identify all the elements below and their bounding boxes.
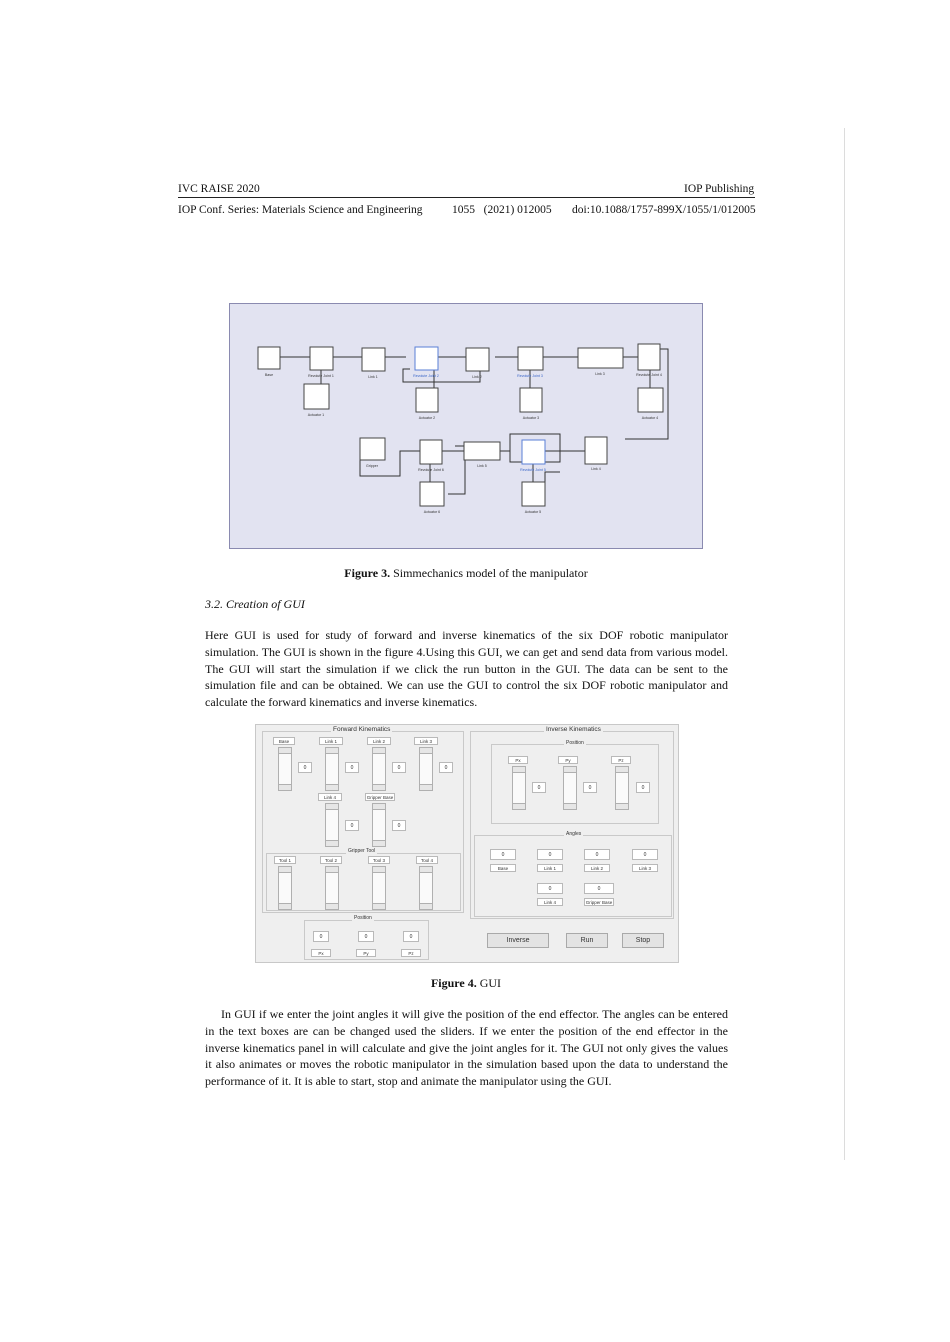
section-title: 3.2. Creation of GUI [205,597,305,611]
paragraph-1: Here GUI is used for study of forward and inverse kinematics of the six DOF robotic manipulator simulation. The GUI is shown in the figure 4.Using this GUI, we can get and send data from various model. The GUI will start the simulation if we click the run button in the GUI. The data can be sent to the simulation file and can be obtained. We can use the GUI to control the six DOF robotic manipulator and calculate the forward kinematics and inverse kinematics. [205,628,728,710]
angle-link2-value[interactable]: 0 [584,849,610,860]
fk-link4-slider[interactable] [325,803,339,847]
angle-link4-value[interactable]: 0 [537,883,563,894]
angles-panel [474,835,672,917]
angle-gripper-base-label: Gripper Base [585,900,613,905]
fk-link2-slider[interactable] [372,747,386,791]
label-revolute-joint-3: Revolute Joint 3 [517,374,543,378]
block-gripper [360,438,385,460]
tool3-label: Tool 3 [368,856,390,864]
label-gripper: Gripper [366,464,378,468]
block-revolute-joint-2 [415,347,438,370]
block-actuator-5 [522,482,545,506]
fk-px-label: Px [311,949,331,957]
block-revolute-joint-1 [310,347,333,370]
fk-link2-label: Link 2 [367,737,391,745]
publisher-name: IOP Publishing [684,183,755,195]
tool2-slider[interactable] [325,866,339,910]
conference-name: IVC RAISE 2020 [178,183,260,195]
fk-pz-label: Pz [401,949,421,957]
simmechanics-diagram [230,304,704,550]
angle-link3-value[interactable]: 0 [632,849,658,860]
label-actuator-6: Actuator 6 [423,510,441,514]
fk-position-title: Position [354,915,372,921]
gripper-tool-title: Gripper Tool [348,848,376,854]
block-revolute-joint-3 [518,347,543,370]
ik-px-slider[interactable] [512,766,526,810]
angle-gripper-base-value[interactable]: 0 [584,883,614,894]
run-button[interactable]: Run [566,933,608,948]
block-actuator-3 [520,388,542,412]
fk-gripper-base-value[interactable]: 0 [392,820,406,831]
inverse-button[interactable]: Inverse [487,933,549,948]
block-link-4 [585,437,607,464]
doi: doi:10.1088/1757-899X/1055/1/012005 [572,204,756,216]
fk-link1-value[interactable]: 0 [345,762,359,773]
fk-py-label: Py [356,949,376,957]
fk-px-value[interactable]: 0 [313,931,329,942]
angle-link4-label: Link 4 [537,898,563,906]
figure-3-simmechanics-model [229,303,703,549]
ik-px-label: Px [508,756,528,764]
ik-py-label: Py [558,756,578,764]
label-actuator-3: Actuator 3 [522,416,540,420]
label-link-2: Link 2 [472,375,482,379]
fk-link3-label: Link 3 [414,737,438,745]
angle-link1-label: Link 1 [537,864,563,872]
label-actuator-5: Actuator 5 [524,510,542,514]
tool4-slider[interactable] [419,866,433,910]
angle-base-label: Base [490,864,516,872]
label-revolute-joint-6: Revolute Joint 6 [418,468,444,472]
fk-link3-slider[interactable] [419,747,433,791]
tool4-label: Tool 4 [416,856,438,864]
angles-title: Angles [566,831,582,837]
ik-pz-slider[interactable] [615,766,629,810]
fk-base-label: Base [273,737,295,745]
angle-link3-label: Link 3 [632,864,658,872]
figure-4-caption: Figure 4. GUI [430,976,502,990]
tool3-slider[interactable] [372,866,386,910]
fk-link1-slider[interactable] [325,747,339,791]
angle-base-value[interactable]: 0 [490,849,516,860]
angle-link2-label: Link 2 [584,864,610,872]
ik-pz-label: Pz [611,756,631,764]
angle-link1-value[interactable]: 0 [537,849,563,860]
ik-position-title: Position [566,740,584,746]
ik-py-slider[interactable] [563,766,577,810]
block-link-2 [466,348,489,371]
block-base [258,347,280,369]
block-revolute-joint-5 [522,440,545,464]
ik-py-value[interactable]: 0 [583,782,597,793]
block-link-5 [464,442,500,460]
fk-link1-label: Link 1 [319,737,343,745]
label-link-3: Link 3 [595,372,605,376]
block-actuator-1 [304,384,329,409]
fk-link2-value[interactable]: 0 [392,762,406,773]
label-revolute-joint-5: Revolute Joint 5 [520,468,546,472]
ik-pz-value[interactable]: 0 [636,782,650,793]
fk-gripper-base-slider[interactable] [372,803,386,847]
figure-4-gui [255,724,679,963]
label-link-1: Link 1 [368,375,378,379]
label-revolute-joint-2: Revolute Joint 2 [413,374,439,378]
fk-py-value[interactable]: 0 [358,931,374,942]
block-revolute-joint-6 [420,440,442,464]
inverse-kinematics-title: Inverse Kinematics [546,726,601,733]
fk-gripper-base-label: Gripper Base [366,795,394,800]
header-rule [178,197,755,198]
page-edge-rule [844,128,845,1160]
label-revolute-joint-4: Revolute Joint 4 [636,373,662,377]
label-base: Base [264,373,274,377]
tool2-label: Tool 2 [320,856,342,864]
block-link-1 [362,348,385,371]
block-actuator-4 [638,388,663,412]
volume-info: 1055 (2021) 012005 [452,204,552,216]
ik-px-value[interactable]: 0 [532,782,546,793]
label-link-5: Link 5 [477,464,487,468]
label-actuator-4: Actuator 4 [641,416,659,420]
fk-link3-value[interactable]: 0 [439,762,453,773]
fk-pz-value[interactable]: 0 [403,931,419,942]
forward-kinematics-title: Forward Kinematics [333,726,391,733]
fk-link4-label: Link 4 [318,793,342,801]
label-actuator-1: Actuator 1 [307,413,325,417]
fk-base-slider[interactable] [278,747,292,791]
label-link-4: Link 4 [591,467,601,471]
fk-link4-value[interactable]: 0 [345,820,359,831]
block-actuator-6 [420,482,444,506]
block-actuator-2 [416,388,438,412]
tool1-label: Tool 1 [274,856,296,864]
figure-3-caption: Figure 3. Simmechanics model of the manipulator [344,566,588,580]
stop-button[interactable]: Stop [622,933,664,948]
fk-base-value[interactable]: 0 [298,762,312,773]
block-link-3 [578,348,623,368]
block-revolute-joint-4 [638,344,660,370]
label-actuator-2: Actuator 2 [418,416,436,420]
paragraph-2: In GUI if we enter the joint angles it will give the position of the end effector. The angles can be entered in the text boxes are can be changed used the sliders. If we enter the position of the end effector in the inverse kinematics panel in will calculate and give the joint angles for it. The GUI not only gives the values it also animates or moves the robotic manipulator in the simulation based upon the data to understand the performance of it. It is able to start, stop and animate the manipulator using the GUI. [205,1007,728,1089]
series-name: IOP Conf. Series: Materials Science and Engineering [178,204,423,216]
tool1-slider[interactable] [278,866,292,910]
label-revolute-joint-1: Revolute Joint 1 [308,374,334,378]
